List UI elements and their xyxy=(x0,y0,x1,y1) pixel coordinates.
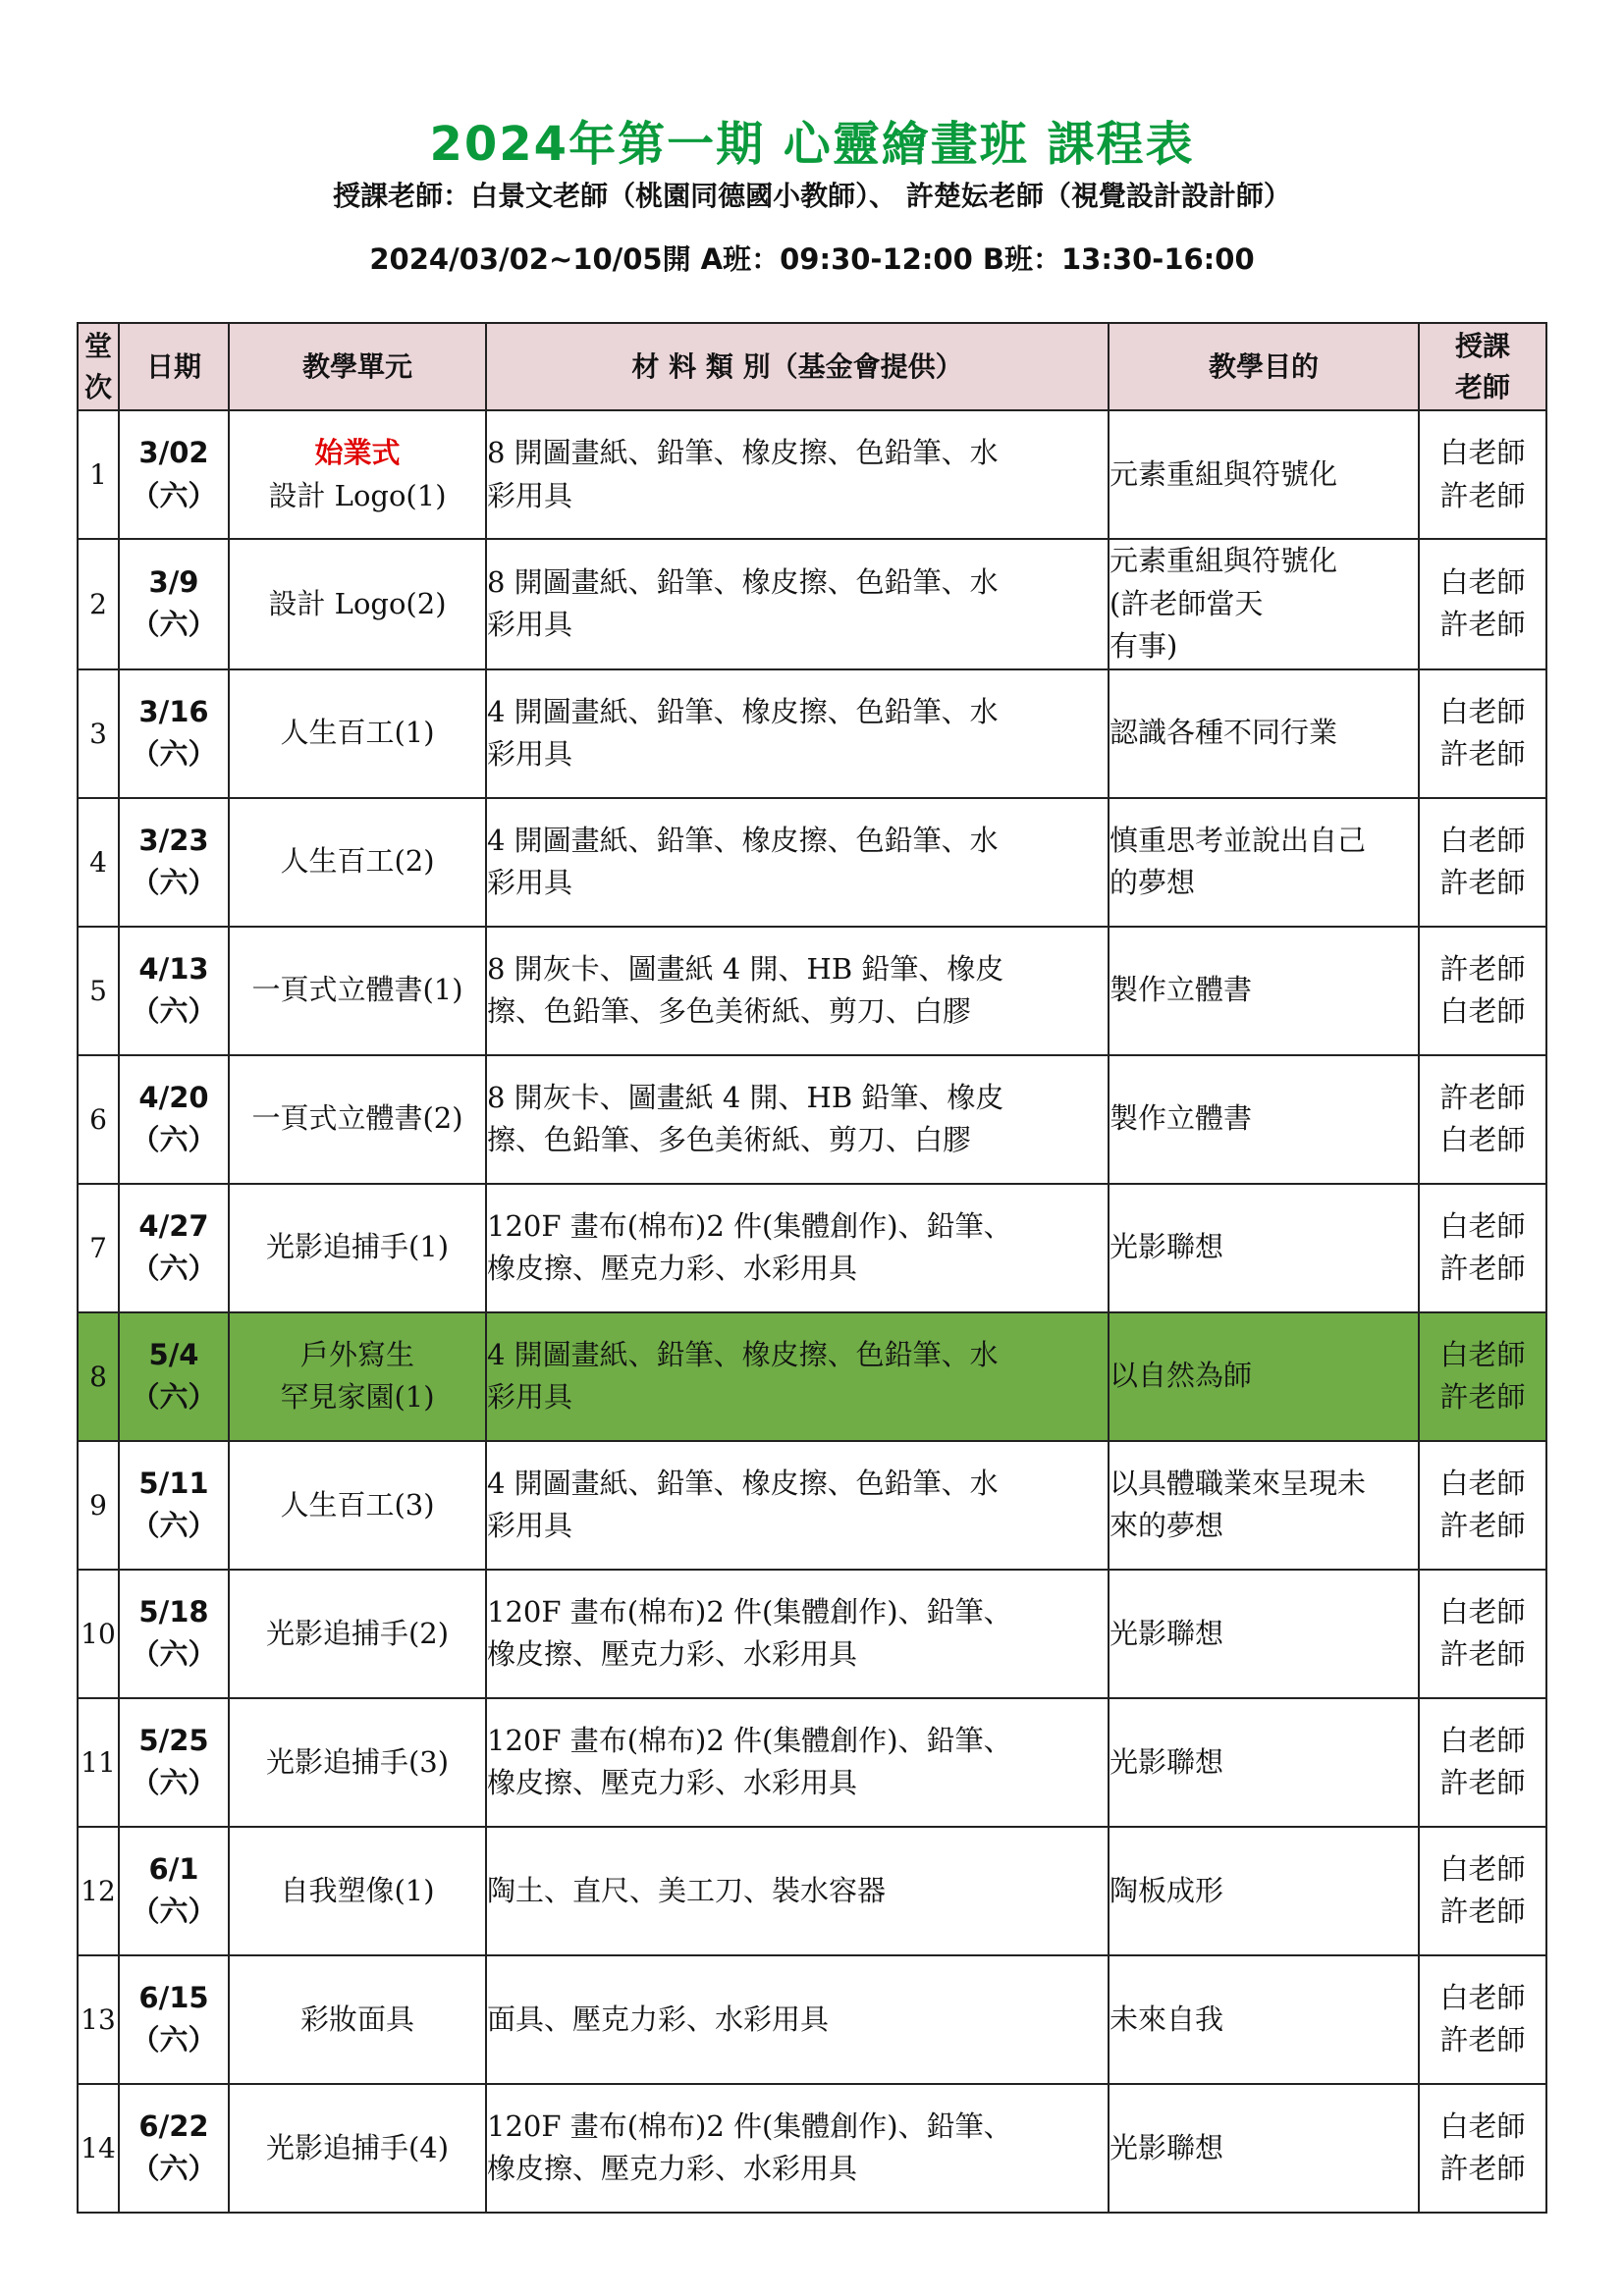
unit-line: 人生百工(1) xyxy=(280,716,435,750)
cell-unit xyxy=(229,410,486,539)
teacher-line: 許老師 xyxy=(1439,1509,1526,1543)
teacher-line: 白老師 xyxy=(1439,436,1526,470)
cell-objective xyxy=(1109,798,1419,927)
table-row xyxy=(78,798,1546,927)
objective-line: 製作立體書 xyxy=(1110,1101,1253,1136)
objective-line: 來的夢想 xyxy=(1110,1509,1224,1543)
cell-session: 13 xyxy=(78,1955,119,2084)
materials-line: 彩用具 xyxy=(487,478,573,512)
cell-session: 14 xyxy=(78,2084,119,2213)
cell-materials xyxy=(486,669,1109,798)
objective-line: 以具體職業來呈現未 xyxy=(1110,1466,1367,1500)
cell-teacher xyxy=(1419,1441,1546,1570)
cell-objective xyxy=(1109,1184,1419,1312)
cell-date xyxy=(119,927,229,1055)
cell-date xyxy=(119,1827,229,1955)
date-text: 3/9 xyxy=(148,564,199,599)
cell-objective xyxy=(1109,927,1419,1055)
header-objective: 教學目的 xyxy=(1109,323,1419,410)
weekday-text: （六） xyxy=(131,478,217,512)
cell-objective xyxy=(1109,2084,1419,2213)
cell-unit xyxy=(229,927,486,1055)
cell-unit xyxy=(229,1955,486,2084)
materials-line: 面具、壓克力彩、水彩用具 xyxy=(487,2002,830,2036)
materials-line: 120F 畫布(棉布)2 件(集體創作)、鉛筆、 xyxy=(487,1208,1012,1243)
materials-line: 橡皮擦、壓克力彩、水彩用具 xyxy=(487,2152,858,2186)
unit-line: 光影追捕手(4) xyxy=(265,2130,450,2164)
cell-teacher xyxy=(1419,1055,1546,1184)
materials-line: 120F 畫布(棉布)2 件(集體創作)、鉛筆、 xyxy=(487,1723,1012,1757)
cell-unit xyxy=(229,1312,486,1441)
cell-objective xyxy=(1109,1955,1419,2084)
cell-date xyxy=(119,1698,229,1827)
cell-teacher xyxy=(1419,1312,1546,1441)
teacher-line: 白老師 xyxy=(1439,2109,1526,2143)
teacher-line: 許老師 xyxy=(1439,2023,1526,2057)
teacher-line: 許老師 xyxy=(1439,737,1526,772)
cell-unit xyxy=(229,2084,486,2213)
teacher-line: 許老師 xyxy=(1439,1080,1526,1114)
weekday-text: （六） xyxy=(131,1509,217,1543)
cell-materials xyxy=(486,1312,1109,1441)
teacher-line: 白老師 xyxy=(1439,1980,1526,2014)
teacher-line: 許老師 xyxy=(1439,951,1526,986)
header-date: 日期 xyxy=(119,323,229,410)
teacher-line: 許老師 xyxy=(1439,866,1526,900)
materials-line: 120F 畫布(棉布)2 件(集體創作)、鉛筆、 xyxy=(487,1594,1012,1629)
objective-line: 光影聯想 xyxy=(1110,1616,1224,1650)
cell-materials xyxy=(486,1055,1109,1184)
weekday-text: （六） xyxy=(131,1895,217,1929)
materials-line: 4 開圖畫紙、鉛筆、橡皮擦、色鉛筆、水 xyxy=(487,1466,999,1500)
objective-line: (許老師當天 xyxy=(1110,586,1264,620)
materials-line: 8 開圖畫紙、鉛筆、橡皮擦、色鉛筆、水 xyxy=(487,436,999,470)
cell-materials xyxy=(486,798,1109,927)
teachers-line: 授課老師：白景文老師（桃園同德國小教師）、 許楚妘老師（視覺設計設計師） xyxy=(333,180,1291,212)
date-text: 5/25 xyxy=(138,1723,209,1757)
cell-unit xyxy=(229,1184,486,1312)
objective-line: 慎重思考並說出自己 xyxy=(1110,823,1367,857)
weekday-text: （六） xyxy=(131,1637,217,1672)
objective-line: 有事) xyxy=(1110,629,1178,664)
materials-line: 橡皮擦、壓克力彩、水彩用具 xyxy=(487,1637,858,1672)
cell-teacher xyxy=(1419,410,1546,539)
date-text: 6/1 xyxy=(148,1851,199,1886)
weekday-text: （六） xyxy=(131,608,217,642)
objective-line: 製作立體書 xyxy=(1110,973,1253,1007)
cell-session: 4 xyxy=(78,798,119,927)
cell-materials xyxy=(486,1441,1109,1570)
weekday-text: （六） xyxy=(131,1380,217,1415)
materials-line: 彩用具 xyxy=(487,1509,573,1543)
table-row xyxy=(78,669,1546,798)
unit-line: 光影追捕手(2) xyxy=(265,1616,450,1650)
cell-teacher xyxy=(1419,1827,1546,1955)
weekday-text: （六） xyxy=(131,1766,217,1800)
teacher-line: 白老師 xyxy=(1439,1723,1526,1757)
cell-objective xyxy=(1109,669,1419,798)
teacher-line: 白老師 xyxy=(1439,994,1526,1029)
cell-unit xyxy=(229,1570,486,1698)
date-text: 4/13 xyxy=(138,951,209,986)
cell-objective xyxy=(1109,1570,1419,1698)
objective-line: 的夢想 xyxy=(1110,866,1196,900)
teacher-line: 許老師 xyxy=(1439,1766,1526,1800)
date-text: 5/11 xyxy=(138,1466,209,1500)
date-text: 6/15 xyxy=(138,1980,209,2014)
cell-materials xyxy=(486,539,1109,669)
cell-session: 2 xyxy=(78,539,119,669)
table-row xyxy=(78,410,1546,539)
weekday-text: （六） xyxy=(131,1252,217,1286)
cell-teacher xyxy=(1419,2084,1546,2213)
unit-line: 設計 Logo(2) xyxy=(268,586,447,620)
date-text: 3/02 xyxy=(138,436,209,470)
materials-line: 彩用具 xyxy=(487,737,573,772)
unit-line: 自我塑像(1) xyxy=(280,1873,435,1907)
unit-line: 設計 Logo(1) xyxy=(268,478,447,512)
objective-line: 未來自我 xyxy=(1110,2002,1224,2036)
weekday-text: （六） xyxy=(131,1123,217,1157)
cell-teacher xyxy=(1419,1698,1546,1827)
weekday-text: （六） xyxy=(131,994,217,1029)
materials-line: 擦、色鉛筆、多色美術紙、剪刀、白膠 xyxy=(487,1123,972,1157)
weekday-text: （六） xyxy=(131,2023,217,2057)
table-row xyxy=(78,1441,1546,1570)
header-unit: 教學單元 xyxy=(229,323,486,410)
materials-line: 彩用具 xyxy=(487,866,573,900)
cell-session: 1 xyxy=(78,410,119,539)
weekday-text: （六） xyxy=(131,866,217,900)
teacher-line: 許老師 xyxy=(1439,1380,1526,1415)
objective-line: 認識各種不同行業 xyxy=(1110,716,1338,750)
teacher-line: 白老師 xyxy=(1439,1337,1526,1371)
cell-unit xyxy=(229,1055,486,1184)
teacher-line: 白老師 xyxy=(1439,1594,1526,1629)
unit-line: 一頁式立體書(2) xyxy=(251,1101,463,1136)
teacher-line: 白老師 xyxy=(1439,564,1526,599)
teacher-line: 白老師 xyxy=(1439,1123,1526,1157)
unit-line: 一頁式立體書(1) xyxy=(251,973,463,1007)
teacher-line: 許老師 xyxy=(1439,2152,1526,2186)
cell-date xyxy=(119,1055,229,1184)
materials-line: 4 開圖畫紙、鉛筆、橡皮擦、色鉛筆、水 xyxy=(487,694,999,728)
teacher-line: 許老師 xyxy=(1439,1895,1526,1929)
cell-date xyxy=(119,1955,229,2084)
teacher-line: 白老師 xyxy=(1439,1851,1526,1886)
cell-objective xyxy=(1109,1698,1419,1827)
unit-line: 人生百工(2) xyxy=(280,844,435,879)
objective-line: 光影聯想 xyxy=(1110,1230,1224,1264)
cell-materials xyxy=(486,1827,1109,1955)
table-row xyxy=(78,1184,1546,1312)
objective-line: 元素重組與符號化 xyxy=(1110,456,1338,491)
cell-teacher xyxy=(1419,1184,1546,1312)
header-materials: 材 料 類 別（基金會提供） xyxy=(486,323,1109,410)
cell-objective xyxy=(1109,1312,1419,1441)
materials-line: 4 開圖畫紙、鉛筆、橡皮擦、色鉛筆、水 xyxy=(487,823,999,857)
cell-unit xyxy=(229,1698,486,1827)
materials-line: 8 開灰卡、圖畫紙 4 開、HB 鉛筆、橡皮 xyxy=(487,1080,1004,1114)
table-row xyxy=(78,1955,1546,2084)
materials-line: 彩用具 xyxy=(487,608,573,642)
date-text: 3/23 xyxy=(138,823,209,857)
table-row xyxy=(78,1698,1546,1827)
cell-unit xyxy=(229,539,486,669)
teacher-line: 許老師 xyxy=(1439,1252,1526,1286)
objective-line: 光影聯想 xyxy=(1110,2130,1224,2164)
table-row xyxy=(78,927,1546,1055)
cell-date xyxy=(119,539,229,669)
cell-teacher xyxy=(1419,1570,1546,1698)
cell-session: 5 xyxy=(78,927,119,1055)
table-row xyxy=(78,1570,1546,1698)
course-table-body xyxy=(78,410,1546,2213)
cell-date xyxy=(119,1312,229,1441)
materials-line: 陶土、直尺、美工刀、裝水容器 xyxy=(487,1873,887,1907)
date-text: 3/16 xyxy=(138,694,209,728)
materials-line: 8 開圖畫紙、鉛筆、橡皮擦、色鉛筆、水 xyxy=(487,564,999,599)
unit-line: 始業式 xyxy=(314,436,401,470)
date-text: 5/4 xyxy=(148,1337,199,1371)
cell-date xyxy=(119,410,229,539)
materials-line: 彩用具 xyxy=(487,1380,573,1415)
cell-unit xyxy=(229,1441,486,1570)
table-row xyxy=(78,1055,1546,1184)
page-title: 2024年第一期 心靈繪畫班 課程表 xyxy=(429,117,1195,172)
cell-materials xyxy=(486,1955,1109,2084)
date-text: 4/27 xyxy=(138,1208,209,1243)
cell-teacher xyxy=(1419,539,1546,669)
objective-line: 陶板成形 xyxy=(1110,1873,1224,1907)
cell-session: 7 xyxy=(78,1184,119,1312)
materials-line: 8 開灰卡、圖畫紙 4 開、HB 鉛筆、橡皮 xyxy=(487,951,1004,986)
cell-unit xyxy=(229,1827,486,1955)
unit-line: 罕見家園(1) xyxy=(280,1380,435,1415)
cell-materials xyxy=(486,1184,1109,1312)
cell-materials xyxy=(486,410,1109,539)
materials-line: 橡皮擦、壓克力彩、水彩用具 xyxy=(487,1252,858,1286)
cell-unit xyxy=(229,798,486,927)
objective-line: 光影聯想 xyxy=(1110,1744,1224,1779)
cell-date xyxy=(119,669,229,798)
cell-objective xyxy=(1109,539,1419,669)
table-row xyxy=(78,1312,1546,1441)
header-num: 堂 次 xyxy=(78,323,119,410)
cell-session: 3 xyxy=(78,669,119,798)
cell-date xyxy=(119,798,229,927)
cell-session: 8 xyxy=(78,1312,119,1441)
materials-line: 擦、色鉛筆、多色美術紙、剪刀、白膠 xyxy=(487,994,972,1029)
cell-date xyxy=(119,2084,229,2213)
cell-session: 11 xyxy=(78,1698,119,1827)
cell-objective xyxy=(1109,1441,1419,1570)
header-teacher: 授課 老師 xyxy=(1419,323,1546,410)
cell-objective xyxy=(1109,1055,1419,1184)
cell-date xyxy=(119,1570,229,1698)
materials-line: 120F 畫布(棉布)2 件(集體創作)、鉛筆、 xyxy=(487,2109,1012,2143)
objective-line: 以自然為師 xyxy=(1110,1359,1253,1393)
teacher-line: 許老師 xyxy=(1439,1637,1526,1672)
weekday-text: （六） xyxy=(131,737,217,772)
table-row xyxy=(78,2084,1546,2213)
table-row xyxy=(78,539,1546,669)
date-text: 4/20 xyxy=(138,1080,209,1114)
unit-line: 戶外寫生 xyxy=(299,1337,414,1371)
teacher-line: 許老師 xyxy=(1439,478,1526,512)
teacher-line: 白老師 xyxy=(1439,694,1526,728)
materials-line: 橡皮擦、壓克力彩、水彩用具 xyxy=(487,1766,858,1800)
cell-materials xyxy=(486,1698,1109,1827)
unit-line: 人生百工(3) xyxy=(280,1487,435,1522)
teacher-line: 白老師 xyxy=(1439,823,1526,857)
teacher-line: 許老師 xyxy=(1439,608,1526,642)
table-header-row xyxy=(78,323,1546,410)
cell-teacher xyxy=(1419,669,1546,798)
cell-objective xyxy=(1109,410,1419,539)
unit-line: 光影追捕手(3) xyxy=(265,1744,450,1779)
cell-materials xyxy=(486,2084,1109,2213)
cell-session: 6 xyxy=(78,1055,119,1184)
cell-materials xyxy=(486,1570,1109,1698)
cell-teacher xyxy=(1419,927,1546,1055)
cell-session: 10 xyxy=(78,1570,119,1698)
cell-date xyxy=(119,1441,229,1570)
cell-objective xyxy=(1109,1827,1419,1955)
teacher-line: 白老師 xyxy=(1439,1208,1526,1243)
date-text: 6/22 xyxy=(138,2109,209,2143)
objective-line: 元素重組與符號化 xyxy=(1110,544,1338,578)
cell-session: 12 xyxy=(78,1827,119,1955)
schedule-line: 2024/03/02~10/05開 A班：09:30-12:00 B班：13:30-16:00 xyxy=(369,242,1255,276)
cell-unit xyxy=(229,669,486,798)
course-table xyxy=(77,322,1547,2214)
cell-session: 9 xyxy=(78,1441,119,1570)
date-text: 5/18 xyxy=(138,1594,209,1629)
cell-date xyxy=(119,1184,229,1312)
materials-line: 4 開圖畫紙、鉛筆、橡皮擦、色鉛筆、水 xyxy=(487,1337,999,1371)
unit-line: 彩妝面具 xyxy=(299,2002,414,2036)
table-row xyxy=(78,1827,1546,1955)
weekday-text: （六） xyxy=(131,2152,217,2186)
cell-materials xyxy=(486,927,1109,1055)
teacher-line: 白老師 xyxy=(1439,1466,1526,1500)
unit-line: 光影追捕手(1) xyxy=(265,1230,450,1264)
cell-teacher xyxy=(1419,1955,1546,2084)
cell-teacher xyxy=(1419,798,1546,927)
